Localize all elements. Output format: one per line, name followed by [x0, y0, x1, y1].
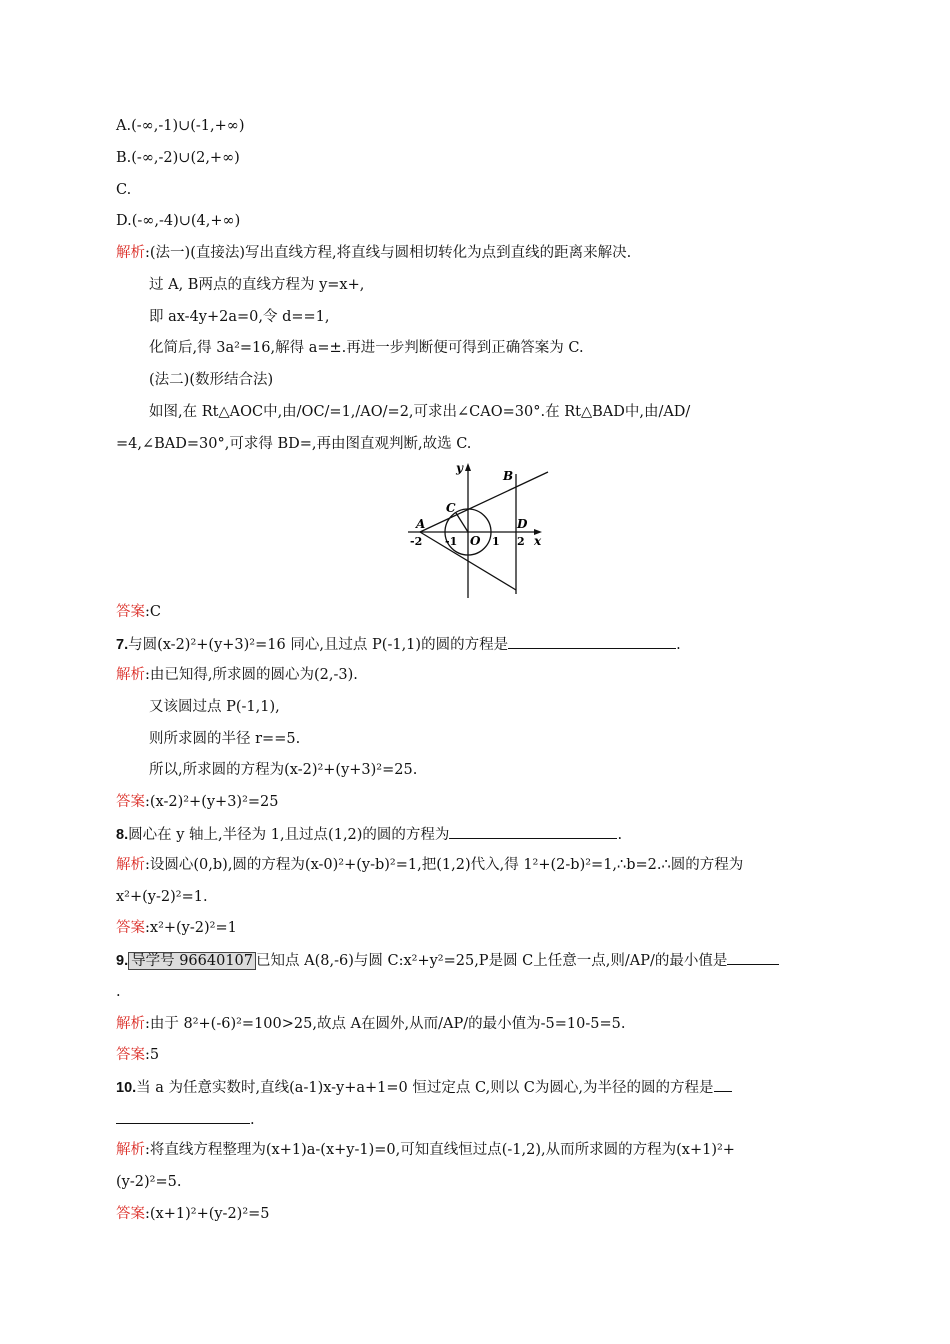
- label-y: y: [456, 461, 463, 475]
- q9-solution-line: [116, 1014, 626, 1034]
- question-tag: 导学号 96640107: [128, 952, 256, 970]
- q7-solution-line: 则所求圆的半径 r==5.: [149, 731, 301, 747]
- option-c: C.: [116, 182, 132, 198]
- answer-text: :5: [145, 1047, 160, 1063]
- q7-solution-line: 又该圆过点 P(-1,1),: [149, 699, 280, 715]
- question-7: [116, 634, 681, 655]
- solution-label: 解析: [116, 857, 145, 873]
- label-x: x: [534, 534, 542, 548]
- question-number: 7.: [116, 637, 129, 653]
- solution-label: 解析: [116, 245, 145, 261]
- q6-solution-line: 如图,在 Rt△AOC中,由/OC/=1,/AO/=2,可求出∠CAO=30°.在 Rt△BAD中,由/AD/: [149, 404, 691, 420]
- option-a: A.(-∞,-1)∪(-1,+∞): [116, 118, 245, 134]
- tick-minus-1: -1: [445, 535, 458, 548]
- answer-blank: [714, 1077, 732, 1092]
- q8-answer: [116, 918, 237, 938]
- tick-1: 1: [492, 535, 500, 548]
- question-9: [116, 950, 779, 971]
- tangent-line-upper: [420, 472, 548, 532]
- q6-solution-line: =4,∠BAD=30°,可求得 BD=,再由图直观判断,故选 C.: [116, 436, 472, 452]
- solution-text: :将直线方程整理为(x+1)a-(x+y-1)=0,可知直线恒过点(-1,2),从而所求圆的方程为(x+1)²+: [145, 1142, 735, 1158]
- q6-solution-line: 过 A, B两点的直线方程为 y=x+,: [149, 277, 365, 293]
- answer-blank: [116, 1109, 250, 1124]
- q7-solution-line: 所以,所求圆的方程为(x-2)²+(y+3)²=25.: [149, 762, 418, 778]
- question-number: 10.: [116, 1080, 137, 1096]
- q8-solution-line: x²+(y-2)²=1.: [116, 889, 208, 905]
- q6-solution-line: 化简后,得 3a²=16,解得 a=±.再进一步判断便可得到正确答案为 C.: [149, 340, 584, 356]
- tick-2: 2: [517, 535, 525, 548]
- segment-oc: [456, 513, 468, 532]
- answer-label: 答案: [116, 794, 145, 810]
- label-a: A: [416, 517, 426, 531]
- q10-solution-line: (y-2)²=5.: [116, 1174, 182, 1190]
- question-end: .: [617, 827, 623, 843]
- answer-blank: [508, 634, 676, 649]
- question-end: .: [250, 1112, 255, 1128]
- label-c: C: [446, 501, 456, 515]
- question-8: [116, 824, 622, 845]
- q6-solution-line: [116, 243, 631, 263]
- label-b: B: [503, 469, 514, 483]
- solution-text: :由已知得,所求圆的圆心为(2,-3).: [145, 667, 358, 683]
- label-d: D: [517, 517, 528, 531]
- solution-text: :(法一)(直接法)写出直线方程,将直线与圆相切转化为点到直线的距离来解决.: [145, 245, 632, 261]
- option-d: D.(-∞,-4)∪(4,+∞): [116, 213, 241, 229]
- question-10: [116, 1077, 732, 1098]
- solution-label: 解析: [116, 667, 145, 683]
- answer-text: :(x-2)²+(y+3)²=25: [145, 794, 279, 810]
- q10-answer: [116, 1204, 270, 1224]
- q7-solution-line: [116, 665, 358, 685]
- q9-answer: [116, 1045, 159, 1065]
- q8-solution-line: [116, 855, 743, 875]
- answer-label: 答案: [116, 1047, 145, 1063]
- question-text: 与圆(x-2)²+(y+3)²=16 同心,且过点 P(-1,1)的圆的方程是: [128, 637, 509, 653]
- answer-text: :(x+1)²+(y-2)²=5: [145, 1206, 270, 1222]
- solution-text: :由于 8²+(-6)²=100>25,故点 A在圆外,从而/AP/的最小值为-5=10-5=5.: [145, 1016, 626, 1032]
- q7-answer: [116, 792, 279, 812]
- solution-label: 解析: [116, 1142, 145, 1158]
- answer-blank: [449, 824, 617, 839]
- label-o: O: [470, 534, 481, 548]
- q9-end-line: .: [116, 984, 121, 1000]
- answer-label: 答案: [116, 920, 145, 936]
- option-b: B.(-∞,-2)∪(2,+∞): [116, 150, 240, 166]
- question-text: 当 a 为任意实数时,直线(a-1)x-y+a+1=0 恒过定点 C,则以 C为圆心,为半径的圆的方程是: [136, 1080, 714, 1096]
- answer-blank: [727, 950, 779, 965]
- question-number: 8.: [116, 827, 129, 843]
- q6-answer: [116, 602, 161, 622]
- answer-text: :x²+(y-2)²=1: [145, 920, 237, 936]
- question-end: .: [676, 637, 681, 653]
- geometry-figure: [400, 458, 555, 600]
- solution-label: 解析: [116, 1016, 145, 1032]
- q6-solution-line: 即 ax-4y+2a=0,令 d==1,: [149, 309, 330, 325]
- answer-label: 答案: [116, 604, 145, 620]
- y-axis-arrow-icon: [465, 463, 471, 471]
- answer-text: :C: [145, 604, 161, 620]
- q10-blank-line: [116, 1109, 255, 1130]
- question-number: 9.: [116, 953, 129, 969]
- tick-minus-2: -2: [410, 535, 423, 548]
- question-text: 已知点 A(8,-6)与圆 C:x²+y²=25,P是圆 C上任意一点,则/AP/的最小值是: [256, 953, 728, 969]
- q6-solution-line: (法二)(数形结合法): [149, 372, 274, 388]
- question-text: 圆心在 y 轴上,半径为 1,且过点(1,2)的圆的方程为: [128, 827, 450, 843]
- solution-text: :设圆心(0,b),圆的方程为(x-0)²+(y-b)²=1,把(1,2)代入,得 1²+(2-b)²=1,∴b=2.∴圆的方程为: [145, 857, 744, 873]
- q10-solution-line: [116, 1140, 735, 1160]
- answer-label: 答案: [116, 1206, 145, 1222]
